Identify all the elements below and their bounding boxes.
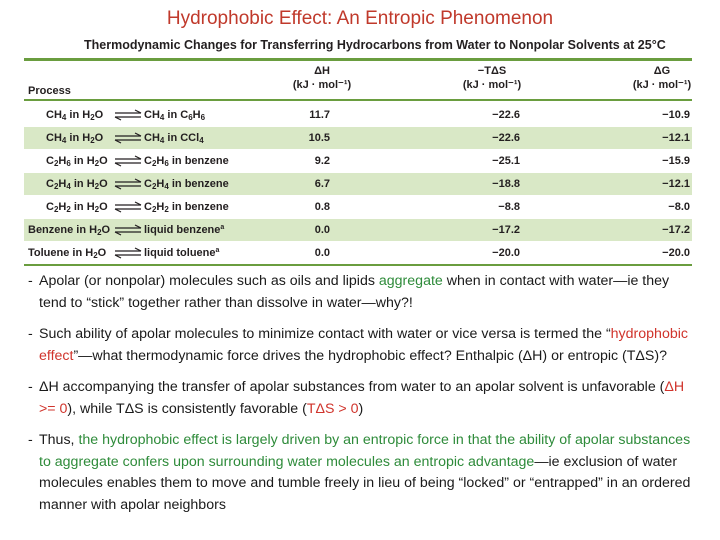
cell-dh: 0.8: [314, 201, 330, 213]
bullet-dash: -: [28, 379, 33, 395]
cell-dg: −12.1: [662, 132, 690, 144]
table-row: [24, 219, 692, 241]
cell-tds: −18.8: [492, 178, 520, 190]
equilibrium-arrow-icon: [114, 224, 142, 236]
process-from: Benzene in $H_2O$: [28, 224, 111, 237]
process-to: $CH_4$ in $C_6H_6$: [144, 109, 206, 122]
cell-dg: −12.1: [662, 178, 690, 190]
equilibrium-arrow-icon: [114, 247, 142, 259]
highlight-hydrophobic-effect: hydrophobic effect: [39, 326, 688, 364]
cell-tds: −8.8: [498, 201, 520, 213]
cell-dg: −10.9: [662, 109, 690, 121]
cell-dg: −15.9: [662, 155, 690, 167]
bullet-list: [28, 271, 698, 526]
header-dg: [622, 64, 702, 92]
highlight-aggregate: aggregate: [378, 273, 443, 289]
cell-tds: −25.1: [492, 155, 520, 167]
highlight-dh: ΔH >= 0: [39, 379, 685, 417]
bullet-dash: -: [28, 273, 33, 289]
header-dg-label: ΔG: [653, 65, 671, 77]
header-process: [28, 84, 71, 98]
equilibrium-arrow-icon: [114, 201, 142, 213]
cell-dg: −8.0: [668, 201, 690, 213]
cell-dh: 0.0: [314, 224, 330, 236]
process-from: Toluene in $H_2O$: [28, 247, 107, 260]
header-tds-label: −TΔS: [477, 65, 507, 77]
bullet-text: Such ability of apolar molecules to minimize contact with water or vice versa is termed the “: [39, 326, 611, 342]
equilibrium-arrow-icon: [114, 109, 142, 121]
bullet-text: ), while TΔS is consistently favorable (: [67, 400, 307, 417]
header-dh-label: ΔH: [314, 65, 330, 77]
cell-tds: −22.6: [492, 109, 520, 121]
header-dg-unit: (kJ · mol⁻¹): [632, 79, 692, 91]
header-rule: [24, 99, 692, 101]
bullet-dash: -: [28, 326, 33, 342]
process-from: $C_2H_2$ in $H_2O$: [46, 201, 108, 214]
bullet-item: [28, 271, 698, 314]
cell-dh: 6.7: [314, 178, 330, 190]
table-row: [24, 173, 692, 195]
bullet-text: ΔH accompanying the transfer of apolar substances from water to an apolar solvent is unfavorable (: [39, 379, 665, 395]
process-from: $CH_4$ in $H_2O$: [46, 109, 104, 122]
cell-dg: −20.0: [662, 247, 690, 259]
equilibrium-arrow-icon: [114, 132, 142, 144]
cell-dg: −17.2: [662, 224, 690, 236]
header-dh-unit: (kJ · mol⁻¹): [292, 79, 352, 91]
bullet-text: Thus,: [39, 432, 79, 448]
header-dh: [282, 64, 362, 92]
table-caption: Thermodynamic Changes for Transferring Hydrocarbons from Water to Nonpolar Solvents at 25°C: [84, 38, 666, 52]
header-tds: [452, 64, 532, 92]
bottom-rule: [24, 264, 692, 266]
bullet-dash: -: [28, 432, 33, 448]
bullet-text: Apolar (or nonpolar) molecules such as oils and lipids: [39, 273, 379, 289]
table-row: [24, 104, 692, 126]
table-row: [24, 127, 692, 149]
bullet-text: when in contact with water—ie they tend to “stick” together rather than dissolve in water—why?!: [39, 273, 670, 311]
table-row: [24, 150, 692, 172]
process-from: $C_2H_4$ in $H_2O$: [46, 178, 108, 191]
equilibrium-arrow-icon: [114, 155, 142, 167]
bullet-text: ): [358, 400, 364, 417]
process-to: $C_2H_6$ in benzene: [144, 155, 229, 168]
top-rule: [24, 58, 692, 61]
process-from: $CH_4$ in $H_2O$: [46, 132, 104, 145]
process-to: $CH_4$ in CCl$_4$: [144, 132, 204, 145]
process-to: $C_2H_2$ in benzene: [144, 201, 229, 214]
header-process-label: Process: [28, 85, 71, 97]
bullet-item: [28, 324, 698, 367]
bullet-item: [28, 377, 698, 420]
table-row: [24, 196, 692, 218]
cell-tds: −22.6: [492, 132, 520, 144]
bullet-item: [28, 430, 698, 516]
cell-tds: −17.2: [492, 224, 520, 236]
equilibrium-arrow-icon: [114, 178, 142, 190]
process-from: $C_2H_6$ in $H_2O$: [46, 155, 108, 168]
process-to: $C_2H_4$ in benzene: [144, 178, 229, 191]
bullet-text: ”—what thermodynamic force drives the hydrophobic effect? Enthalpic (ΔH) or entropic (TΔS)?: [73, 347, 667, 364]
page-title: Hydrophobic Effect: An Entropic Phenomenon: [166, 8, 554, 29]
process-to: liquid toluene$^a$: [144, 247, 220, 259]
cell-dh: 9.2: [314, 155, 330, 167]
table-row: [24, 242, 692, 264]
header-tds-unit: (kJ · mol⁻¹): [462, 79, 522, 91]
cell-dh: 10.5: [308, 132, 330, 144]
cell-dh: 0.0: [314, 247, 330, 259]
process-to: liquid benzene$^a$: [144, 224, 225, 236]
cell-tds: −20.0: [492, 247, 520, 259]
cell-dh: 11.7: [309, 109, 330, 121]
highlight-entropic: the hydrophobic effect is largely driven by an entropic force in that the ability of apolar substances to aggregate confers upon surrounding water molecules an entropic advantage: [39, 432, 691, 470]
highlight-tds: TΔS > 0: [306, 400, 359, 417]
bullet-text: —ie exclusion of water molecules enables them to move and tumble freely in lieu of being “locked” or “entrapped” in an ordered manner with apolar neighbors: [39, 453, 691, 513]
